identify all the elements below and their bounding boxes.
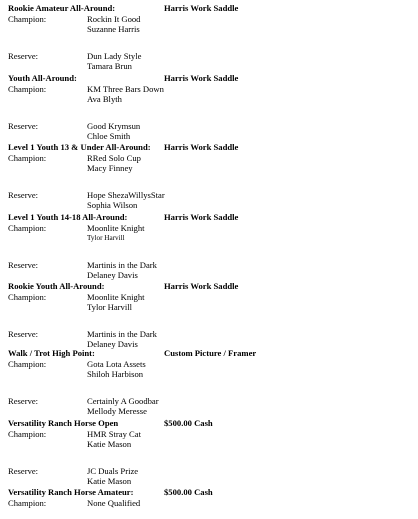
- champion-horse: HMR Stray Cat: [87, 429, 141, 439]
- award-section: [8, 348, 408, 417]
- award-title: Versatility Ranch Horse Amateur:: [8, 487, 134, 497]
- award-section: [8, 142, 408, 211]
- reserve-row: [8, 396, 408, 417]
- champion-label: Champion:: [8, 153, 47, 163]
- award-section: [8, 281, 408, 350]
- award-header: [8, 487, 408, 498]
- reserve-rider: Sophia Wilson: [87, 200, 138, 211]
- champion-label: Champion:: [8, 223, 47, 233]
- champion-row: [8, 498, 408, 508]
- reserve-label: Reserve:: [8, 259, 39, 270]
- award-section: [8, 487, 408, 508]
- champion-label: Champion:: [8, 429, 47, 439]
- reserve-rider: Tamara Brun: [87, 61, 132, 72]
- award-section: [8, 3, 408, 72]
- reserve-horse: Good Krymsun: [87, 120, 141, 131]
- champion-row: [8, 14, 408, 35]
- champion-horse: Moonlite Knight: [87, 292, 145, 302]
- reserve-row: [8, 329, 408, 350]
- champion-rider: Tylor Harvill: [87, 302, 132, 313]
- champion-row: [8, 359, 408, 380]
- award-header: [8, 348, 408, 359]
- award-prize: Harris Work Saddle: [164, 281, 239, 291]
- award-header: [8, 418, 408, 429]
- champion-horse: Moonlite Knight: [87, 223, 145, 233]
- champion-rider: Katie Mason: [87, 439, 132, 450]
- champion-label: Champion:: [8, 292, 47, 302]
- award-title: Level 1 Youth 14-18 All-Around:: [8, 212, 128, 222]
- reserve-label: Reserve:: [8, 465, 39, 476]
- reserve-label: Reserve:: [8, 395, 39, 406]
- reserve-horse: JC Duals Prize: [87, 465, 139, 476]
- award-title: Level 1 Youth 13 & Under All-Around:: [8, 142, 151, 152]
- award-title: Rookie Amateur All-Around:: [8, 3, 116, 13]
- champion-rider: Tylor Harvill: [87, 234, 125, 243]
- reserve-rider: Katie Mason: [87, 476, 132, 487]
- champion-rider: Macy Finney: [87, 163, 133, 174]
- champion-horse: None Qualified: [87, 498, 141, 508]
- award-prize: Custom Picture / Framer: [164, 348, 257, 358]
- reserve-label: Reserve:: [8, 120, 39, 131]
- award-header: [8, 281, 408, 292]
- award-header: [8, 212, 408, 223]
- champion-rider: Shiloh Harbison: [87, 369, 144, 380]
- reserve-rider: Delaney Davis: [87, 339, 138, 350]
- reserve-rider: Chloe Smith: [87, 131, 131, 142]
- champion-row: [8, 153, 408, 174]
- reserve-row: [8, 51, 408, 72]
- champion-row: [8, 84, 408, 105]
- champion-label: Champion:: [8, 14, 47, 24]
- reserve-row: [8, 121, 408, 142]
- reserve-row: [8, 466, 408, 487]
- reserve-horse: Dun Lady Style: [87, 50, 142, 61]
- award-section: [8, 418, 408, 487]
- award-prize: $500.00 Cash: [164, 418, 213, 428]
- reserve-row: [8, 260, 408, 281]
- champion-label: Champion:: [8, 84, 47, 94]
- reserve-rider: Delaney Davis: [87, 270, 138, 281]
- champion-row: [8, 223, 408, 244]
- award-prize: Harris Work Saddle: [164, 73, 239, 83]
- reserve-horse: Martinis in the Dark: [87, 259, 157, 270]
- award-prize: Harris Work Saddle: [164, 3, 239, 13]
- reserve-label: Reserve:: [8, 189, 39, 200]
- reserve-row: [8, 190, 408, 211]
- champion-horse: KM Three Bars Down: [87, 84, 164, 94]
- award-header: [8, 73, 408, 84]
- champion-horse: RRed Solo Cup: [87, 153, 141, 163]
- champion-row: [8, 429, 408, 450]
- award-title: Rookie Youth All-Around:: [8, 281, 105, 291]
- award-title: Versatility Ranch Horse Open: [8, 418, 119, 428]
- reserve-label: Reserve:: [8, 50, 39, 61]
- award-title: Walk / Trot High Point:: [8, 348, 95, 358]
- reserve-label: Reserve:: [8, 328, 39, 339]
- champion-row: [8, 292, 408, 313]
- champion-label: Champion:: [8, 359, 47, 369]
- champion-label: Champion:: [8, 498, 47, 508]
- reserve-horse: Martinis in the Dark: [87, 328, 157, 339]
- award-title: Youth All-Around:: [8, 73, 77, 83]
- reserve-horse: Certainly A Goodbar: [87, 395, 159, 406]
- award-header: [8, 142, 408, 153]
- award-header: [8, 3, 408, 14]
- champion-rider: Suzanne Harris: [87, 24, 140, 35]
- champion-rider: Ava Blyth: [87, 94, 122, 105]
- award-prize: Harris Work Saddle: [164, 142, 239, 152]
- champion-horse: Gota Lota Assets: [87, 359, 146, 369]
- reserve-rider: Mellody Meresse: [87, 406, 147, 417]
- award-prize: Harris Work Saddle: [164, 212, 239, 222]
- award-section: [8, 212, 408, 281]
- award-section: [8, 73, 408, 142]
- award-prize: $500.00 Cash: [164, 487, 213, 497]
- champion-horse: Rockin It Good: [87, 14, 141, 24]
- reserve-horse: Hope ShezaWillysStar: [87, 189, 165, 200]
